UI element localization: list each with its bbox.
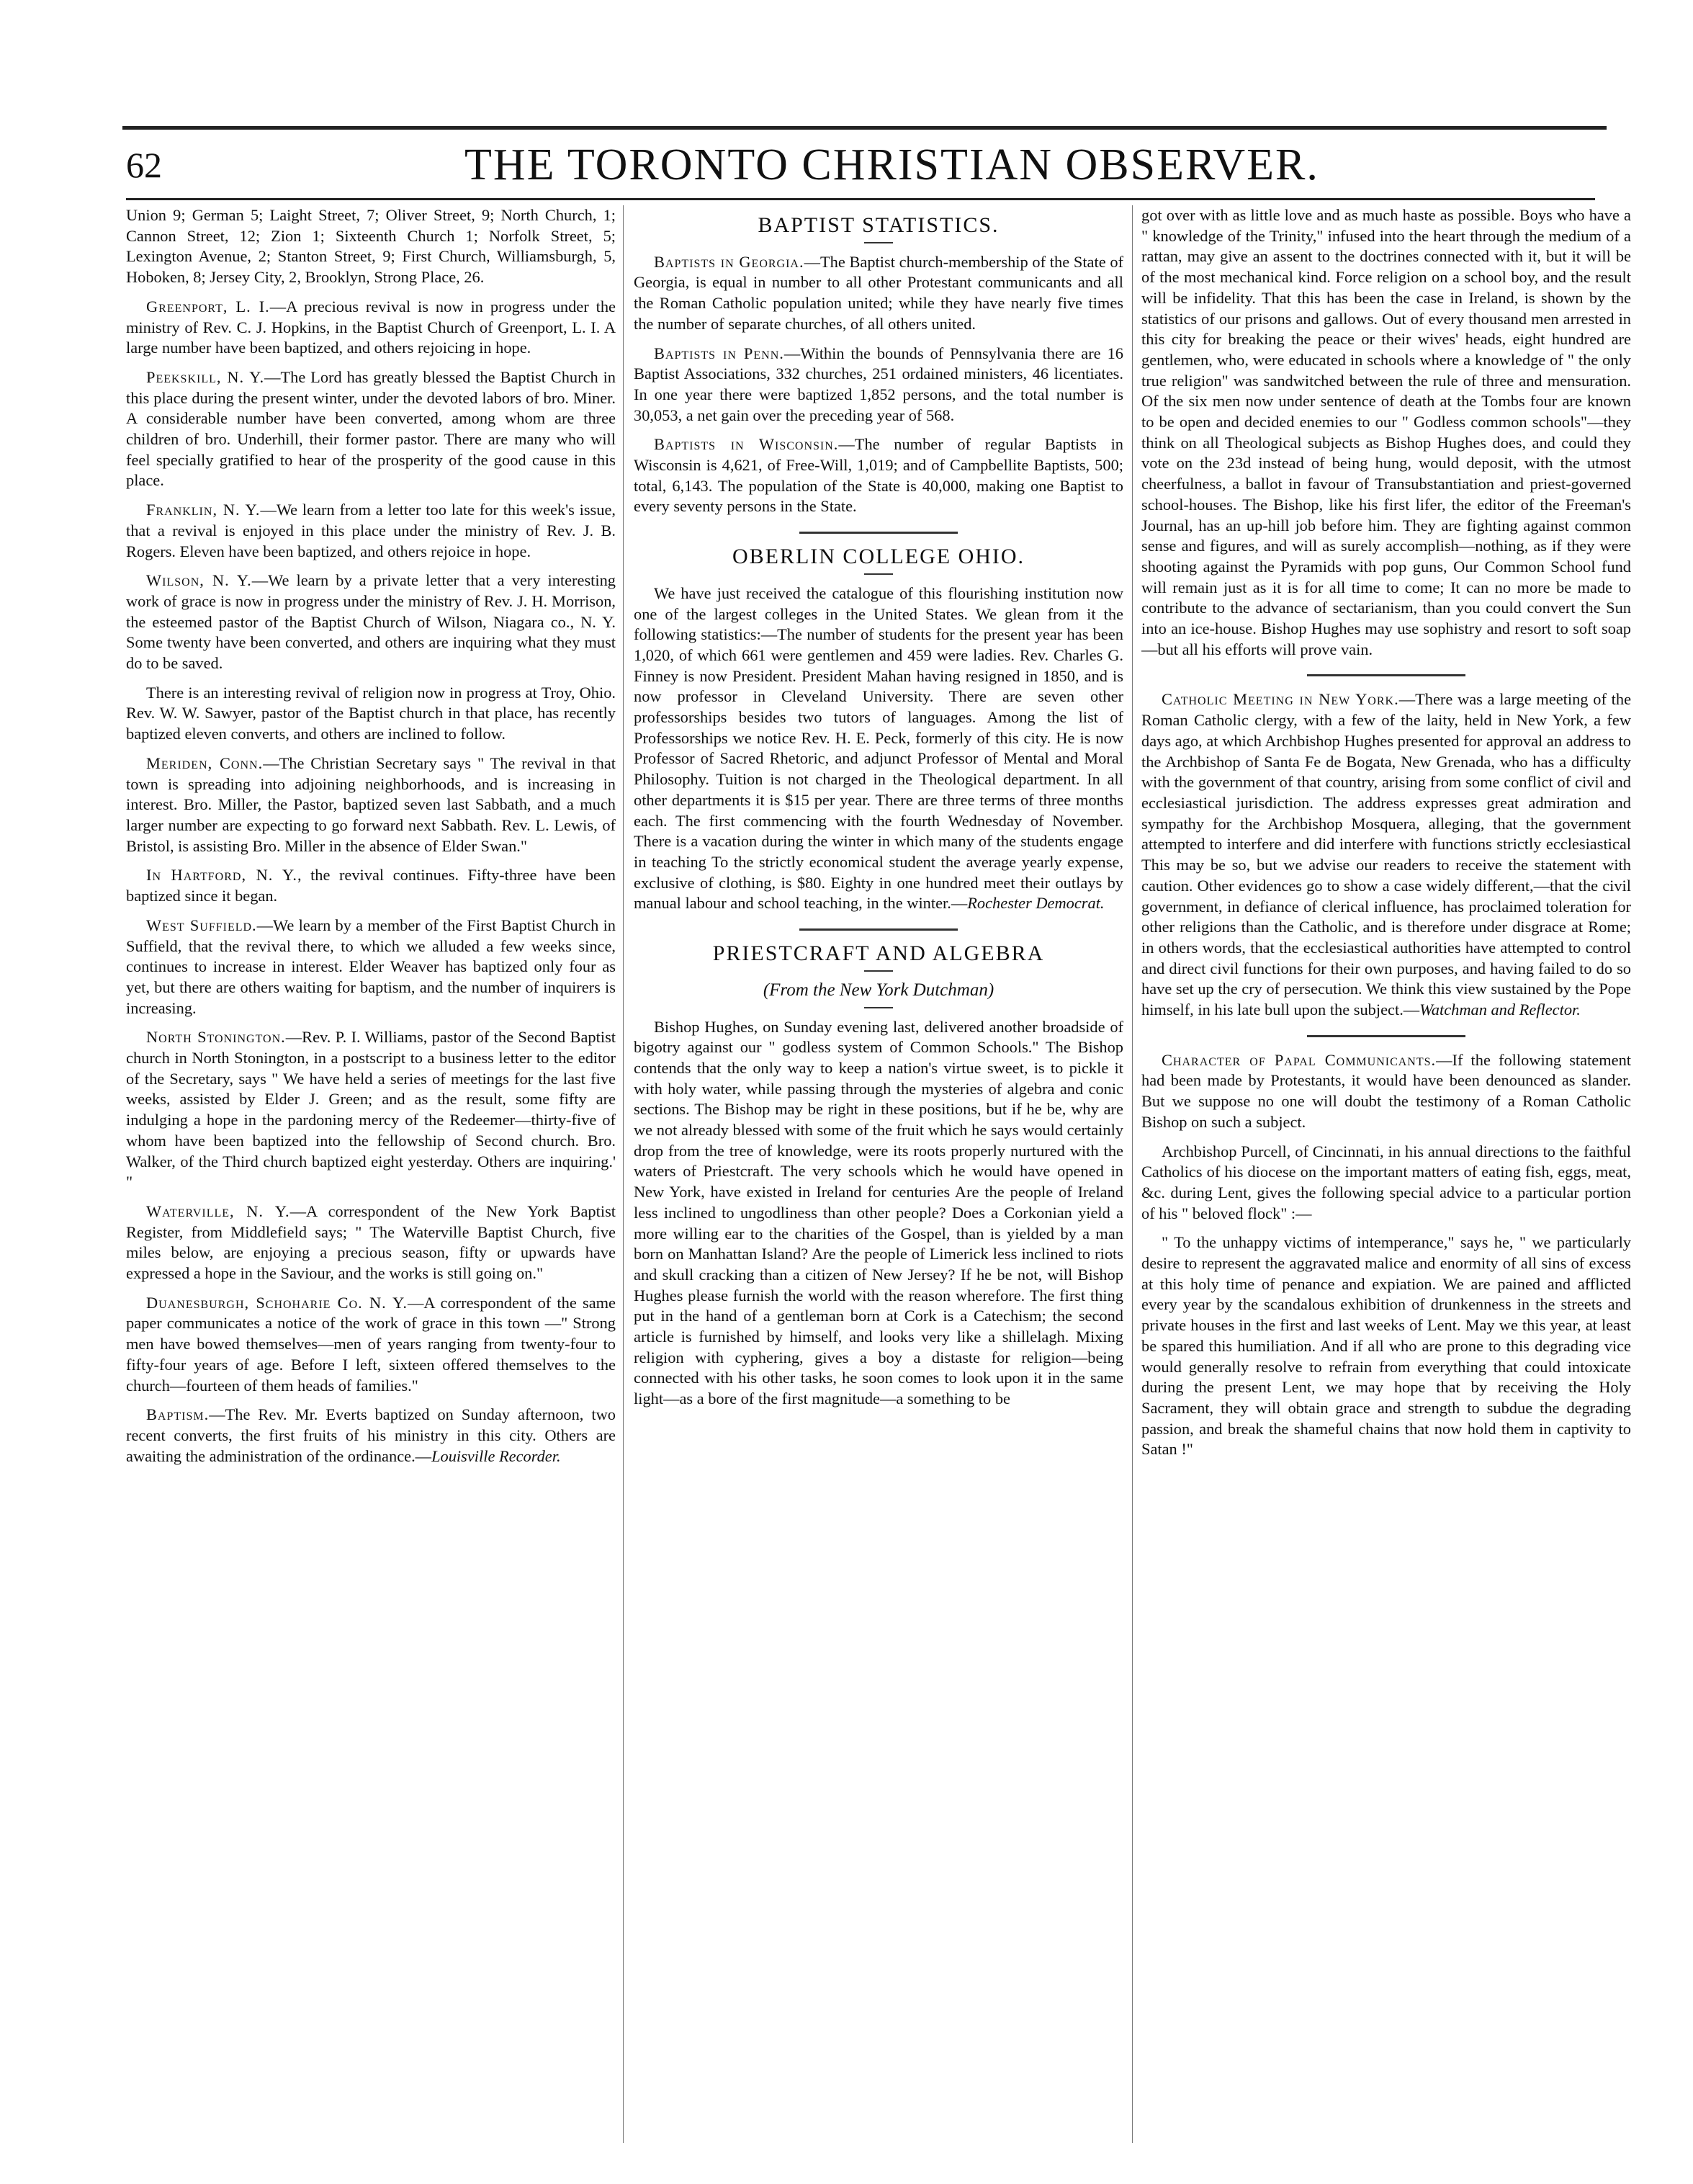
source-credit: Louisville Recorder.	[431, 1446, 561, 1465]
dateline: Meriden, Conn.	[146, 753, 264, 772]
article-paragraph	[126, 1201, 616, 1284]
paragraph-text: We have just received the catalogue of this flourishing institution now one of the largest colleges in the United States. We glean from it the following statistics:—The number of students for the present year has been 1,020, of which 661 were gentlemen and 459 were ladies. Rev. Charles G. Finney is now President. President Mahan having resigned in 1850, and is now professor in Cleveland University. There are seven other professorships besides two tutors of languages. Among the list of Professorships we notice Rev. H. E. Peck, formerly of this city. He is now Professor of Sacred Rhetoric, and adjunct Professor of Mental and Moral Philosophy. Tuition is not charged in the Theological department. In all other departments it is $15 per year. There are three terms of three months each. The first commencing with the fourth Wednesday of November. There is a vacation during the winter in which many of the students engage in teaching To the strictly economical student the average yearly expense, exclusive of clothing, is $80. Eighty in one hundred meet their outlays by manual labour and school teaching, in the winter.—	[634, 583, 1123, 913]
dateline: Wilson, N. Y.	[146, 571, 252, 590]
source-credit: Rochester Democrat.	[967, 894, 1105, 913]
short-rule	[864, 1007, 893, 1008]
section-heading: BAPTIST STATISTICS.	[758, 213, 1000, 237]
article-separator	[799, 928, 958, 931]
dateline: Duanesburgh, Schoharie Co. N. Y.	[146, 1293, 408, 1312]
dateline: Baptists in Georgia.	[654, 252, 804, 271]
article-paragraph: There is an interesting revival of religion now in progress at Troy, Ohio. Rev. W. W. Sawyer, pastor of the Baptist church in that place, has recently baptized eleven converts, and others are inclined to follow.	[126, 683, 616, 743]
paragraph-text: —The Baptist church-membership of the State of Georgia, is equal in number to all other Protestant communicants and all the Roman Catholic population united; while they have nearly five times the number of separate churches, of all others united.	[634, 252, 1123, 333]
article-paragraph	[634, 583, 1123, 914]
paragraph-text: —We learn by a private letter that a very interesting work of grace is now in progress under the ministry of Rev. J. H. Morrison, the esteemed pastor of the Baptist Church of Wilson, Niagara co., N. Y. Some twenty have been converted, and others are inquiring what they must do to be saved.	[126, 571, 616, 673]
article-paragraph: " To the unhappy victims of intemperance," says he, " we particularly desire to represent the aggravated malice and enormity of all sins of excess at this holy time of penance and expiation. We are pained and afflicted every year by the scandalous exhibition of drunkenness in the streets and private houses in the first and last weeks of Lent. May we this year, at least be spared this humiliation. And if all who are prone to this degrading vice would generally resolve to refrain from everything that could intoxicate during the present Lent, we may hope that by receiving the Holy Sacrament, they will obtain grace and strength to subdue the degrading passion, and break the shameful chains that now hold them in captivity to Satan !"	[1141, 1233, 1631, 1459]
paragraph-text: —The Christian Secretary says " The revival in that town is spreading into adjoining neighborhoods, and is increasing in interest. Bro. Miller, the Pastor, baptized seven last Sabbath, and a much larger number are expecting to go forward next Sabbath. Rev. L. Lewis, of Bristol, is assisting Bro. Miller in the absence of Elder Swan."	[126, 753, 616, 855]
paragraph-text: —A precious revival is now in progress under the ministry of Rev. C. J. Hopkins, in the Baptist Church of Greenport, L. I. A large number have been baptized, and others rejoicing in hope.	[126, 297, 616, 357]
article-paragraph: Union 9; German 5; Laight Street, 7; Oliver Street, 9; North Church, 1; Cannon Street, 12; Zion 1; Sixteenth Church 1; Norfolk Street, 5; Lexington Avenue, 2; Stanton Street, 9; First Church, Williamsburgh, 5, Hoboken, 8; Jersey City, 2, Brooklyn, Strong Place, 26.	[126, 206, 616, 287]
newspaper-title: THE TORONTO CHRISTIAN OBSERVER.	[464, 140, 1319, 189]
dateline: Baptism.	[146, 1405, 210, 1424]
article-paragraph	[634, 252, 1123, 335]
paragraph-text: —A correspondent of the same paper communicates a notice of the work of grace in this town —" Strong men have bowed themselves—men of years ranging from twenty-four to fifty-four years of age. Before I left, sixteen offered themselves to the church—fourteen of them heads of families."	[126, 1293, 616, 1395]
dateline: Catholic Meeting in New York.	[1162, 690, 1399, 709]
paragraph-text: —If the following statement had been made by Protestants, it would have been denounced as slander. But we suppose no one will doubt the testimony of a Roman Catholic Bishop on such a subject.	[1141, 1050, 1631, 1131]
paragraph-text: —There was a large meeting of the Roman Catholic clergy, with a few of the laity, held in New York, a few days ago, at which Archbishop Hughes presented for approval an address to the Archbishop of Santa Fe de Bogata, New Grenada, who has a difficulty with the government of that country, arising from some conflict of civil and ecclesiastical jurisdiction. The address expresses great admiration and sympathy for the Archbishop Mosquera, alleging, that the government attempted to interfere and did interfere with functions strictly ecclesiastical This may be so, but we advise our readers to receive the statement with caution. Other evidences go to show a case widely different,—that the civil government, in defiance of clerical influence, has proclaimed toleration for other religions than the Catholic, and is therefore under disgrace at Rome; in others words, that the ecclesiastical authorities have attempted to control and direct civil functions for their own purposes, and having failed to do so have set up the cry of persecution. We think this view sustained by the Pope himself, in his late bull upon the subject.—	[1141, 690, 1631, 1019]
article-paragraph	[126, 570, 616, 674]
article-paragraph	[126, 1027, 616, 1193]
article-paragraph	[126, 1293, 616, 1397]
top-rule	[122, 126, 1607, 130]
article-paragraph	[1141, 1050, 1631, 1133]
dateline: Baptists in Penn.	[654, 344, 784, 362]
column-left	[126, 205, 616, 2150]
paragraph-text: —We learn from a letter too late for this week's issue, that a revival is enjoyed in this place under the ministry of Rev. J. B. Rogers. Eleven have been baptized, and others rejoice in hope.	[126, 501, 616, 560]
running-head	[126, 140, 1595, 202]
article-paragraph: Bishop Hughes, on Sunday evening last, delivered another broadside of bigotry against our " godless system of Common Schools." The Bishop contends that the only way to keep a nation's virtue sweet, is to pickle it with holy water, while passing through the mysteries of algebra and conic sections. The Bishop may be right in these positions, but if he be, why are we not already blessed with some of the fruit which he says would certainly drop from the tree of knowledge, were its roots properly nurtured with the waters of Priestcraft. The very schools which he would have opened in New York, have existed in Ireland for centuries Are the people of Ireland less inclined to ungodliness than other people? Does a Corkonian yield a more willing ear to the charities of the Gospel, than is yielded by a man born on Manhattan Island? Are the people of Limerick less inclined to riots and skull cracking than a citizen of New Jersey? If he be not, will Bishop Hughes please furnish the world with the reason wherefore. The first thing put in the hand of a gentleman born at Cork is a Catechism; the second article is furnished by himself, and looks very like a shillelagh. Mixing religion with cyphering, gives a boy a distaste for religion—being connected with his other tasks, he soon comes to look upon it in the same light—as a bore of the first magnitude—a something to be	[634, 1017, 1123, 1408]
dateline: Franklin, N. Y.	[146, 501, 261, 519]
dateline: West Suffield.	[146, 916, 257, 934]
section-heading: OBERLIN COLLEGE OHIO.	[732, 545, 1025, 569]
short-rule	[864, 242, 893, 243]
dateline: Greenport, L. I.	[146, 297, 270, 315]
article-paragraph	[126, 753, 616, 857]
paragraph-text: —Within the bounds of Pennsylvania there are 16 Baptist Associations, 332 churches, 251 ordained ministers, 46 licentiates. In one year there were baptized 1,852 persons, and the total number is 30,053, a net gain over the preceding year of 568.	[634, 344, 1123, 424]
column-right	[1141, 205, 1631, 2150]
dateline: Peekskill, N. Y.	[146, 367, 265, 386]
article-paragraph	[126, 297, 616, 359]
paragraph-text: —The Rev. Mr. Everts baptized on Sunday afternoon, two recent converts, the first fruits of his ministry in this city. Others are awaiting the administration of the ordinance.—	[126, 1405, 616, 1465]
article-separator	[1307, 674, 1465, 676]
paragraph-text: —We learn by a member of the First Baptist Church in Suffield, that the revival there, to which we alluded a few weeks since, continues to increase in interest. Elder Weaver has baptized only four as yet, but there are others waiting for baptism, and the number of inquirers is increasing.	[126, 916, 616, 1017]
paragraph-text: , the revival continues. Fifty-three have been baptized since it began.	[126, 866, 616, 905]
paragraph-text: —The Lord has greatly blessed the Baptist Church in this place during the present winter, under the devoted labors of bro. Miner. A considerable number have been converted, among whom are three children of bro. Underhill, their former pastor. There are many who will feel specially gratified to hear of the prosperity of the good cause in this place.	[126, 367, 616, 490]
article-paragraph	[634, 434, 1123, 517]
paragraph-text: —The number of regular Baptists in Wisconsin is 4,621, of Free-Will, 1,019; and of Campbellite Baptists, 500; total, 6,143. The population of the State is 40,000, making one Baptist to every seventy persons in the State.	[634, 435, 1123, 516]
article-paragraph	[126, 1405, 616, 1467]
article-paragraph	[126, 865, 616, 906]
column-middle	[634, 205, 1123, 2150]
paragraph-text: —Rev. P. I. Williams, pastor of the Second Baptist church in North Stonington, in a postscript to a business letter to the editor of the Secretary, says " We have held a series of meetings for the last five weeks, assisted by Elder J. Green; and as the result, some fifty are indulging a hope in the pardoning mercy of the Redeemer—thirty-five of whom have been baptized into the fellowship of Second church. Bro. Walker, of the Third church baptized eight yesterday. Others are inquiring.' "	[126, 1028, 616, 1191]
article-paragraph	[634, 344, 1123, 426]
source-credit: Watchman and Reflector.	[1419, 1001, 1581, 1019]
dateline: In Hartford, N. Y.	[146, 866, 297, 885]
dateline: Baptists in Wisconsin.	[654, 435, 839, 454]
dateline: Character of Papal Communicants.	[1162, 1050, 1437, 1069]
short-rule	[864, 970, 893, 972]
header-rule	[126, 198, 1595, 200]
column-divider	[1132, 205, 1133, 2143]
article-paragraph	[126, 916, 616, 1019]
article-separator	[1307, 1035, 1465, 1037]
article-paragraph	[1141, 689, 1631, 1020]
article-paragraph: Archbishop Purcell, of Cincinnati, in his annual directions to the faithful Catholics of his diocese on the important matters of eating fish, eggs, meat, &c. during Lent, gives the following special advice to a particular portion of his " beloved flock" :—	[1141, 1142, 1631, 1222]
source-attribution: (From the New York Dutchman)	[763, 980, 994, 1000]
article-separator	[799, 532, 958, 534]
column-divider	[623, 205, 624, 2143]
dateline: North Stonington.	[146, 1028, 286, 1047]
article-paragraph	[126, 500, 616, 562]
article-paragraph: got over with as little love and as much haste as possible. Boys who have a " knowledge of the Trinity," infused into the heart through the medium of a rattan, may give an assent to the doctrines connected with it, but it will be of the most mechanical kind. Force religion on a school boy, and the result will be infidelity. That this has been the case in Ireland, is shown by the statistics of our prisons and gallows. Out of every thousand men arrested in this city for breaking the peace or their wives' heads, eight hundred are gentlemen, who, were educated in schools where a knowledge of " the only true religion" was sandwitched between the rule of three and mensuration. Of the six men now under sentence of death at the Tombs four are known to be open and decided enemies to our " Godless common schools"—they think on all Theological subjects as Bishop Hughes does, and could they vote on the 23d instead of being hung, would deposit, with the utmost cheerfulness, a ballot in favour of Transubstantiation and priest-governed school-houses. The Bishop, like his first lifer, the editor of the Freeman's Journal, has an up-hill job before him. They are fighting against common sense and figures, and will as surely accomplish—nothing, as if they were shooting against the Pyramids with pop guns, Our Common School fund will remain just as it is for all time to come; It can no more be made to contribute to the advance of sectarianism, than you could convert the Sun into an ice-house. Bishop Hughes may use sophistry and resort to soft soap—but all his efforts will prove vain.	[1141, 206, 1631, 658]
page-number: 62	[126, 145, 162, 185]
article-paragraph	[126, 367, 616, 491]
dateline: Waterville, N. Y.	[146, 1201, 290, 1220]
section-heading: PRIESTCRAFT AND ALGEBRA	[712, 941, 1045, 966]
paragraph-text: —A correspondent of the New York Baptist Register, from Middlefield says; " The Waterville Baptist Church, five miles below, are enjoying a precious season, fifty or upwards have expressed a hope in the Saviour, and the works is still going on."	[126, 1201, 616, 1283]
short-rule	[864, 573, 893, 575]
